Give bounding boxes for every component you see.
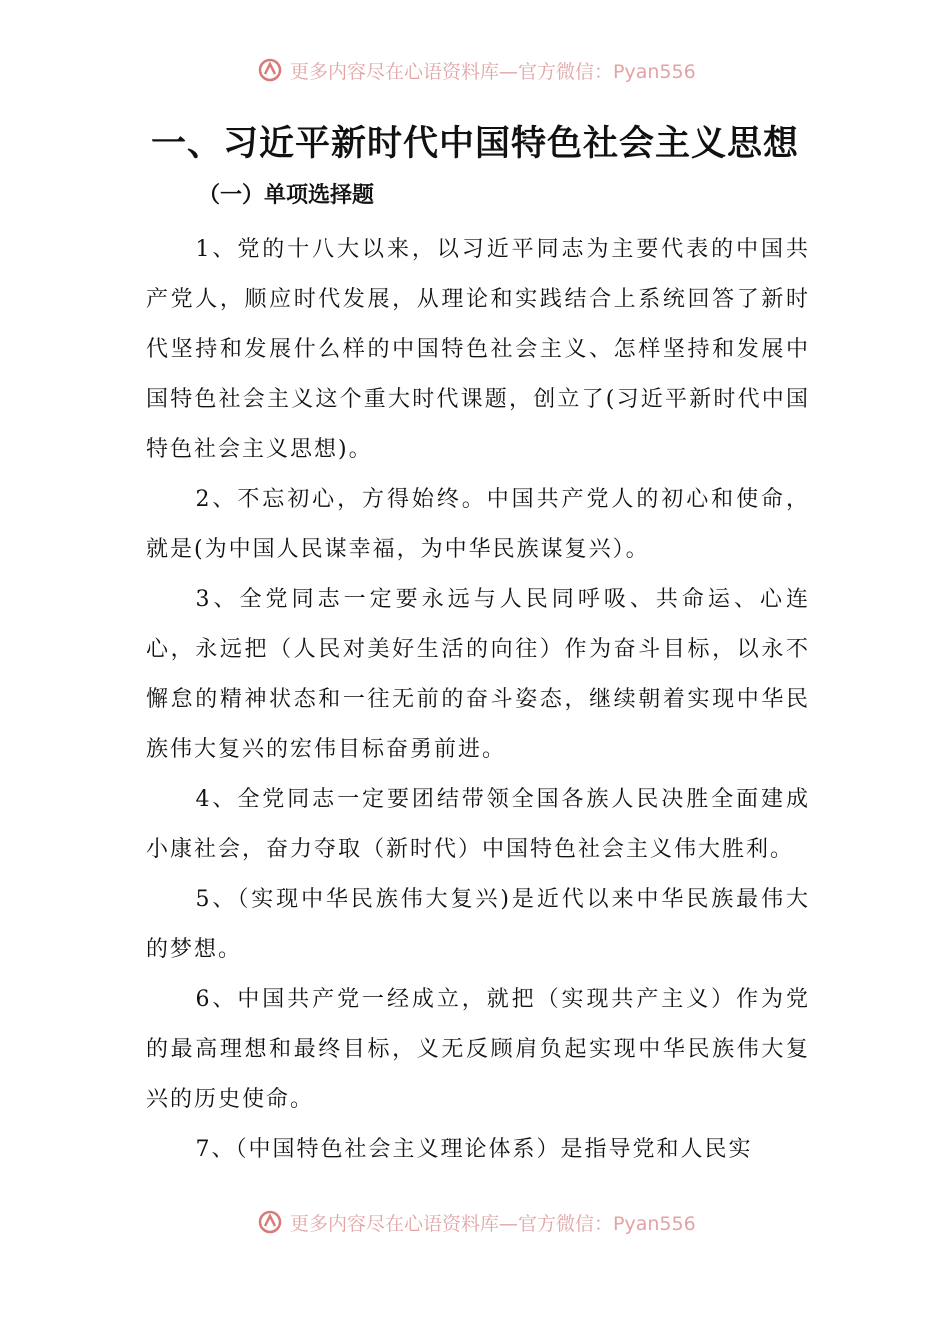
question-item: 1、党的十八大以来，以习近平同志为主要代表的中国共产党人，顺应时代发展，从理论和实践结合上系统回答了新时代坚持和发展什么样的中国特色社会主义、怎样坚持和发展中国特色社会主义这个重大时代课题，创立了(习近平新时代中国特色社会主义思想)。 [146,237,810,462]
section-title: （一）单项选择题 [198,183,375,208]
watermark-header [258,57,696,83]
page-title: 一、习近平新时代中国特色社会主义思想 [150,124,799,164]
question-item: 2、不忘初心，方得始终。中国共产党人的初心和使命，就是(为中国人民谋幸福，为中华民族谋复兴）。 [146,487,810,562]
question-item: 3、全党同志一定要永远与人民同呼吸、共命运、心连心，永远把（人民对美好生活的向往）作为奋斗目标，以永不懈怠的精神状态和一往无前的奋斗姿态，继续朝着实现中华民族伟大复兴的宏伟目标奋勇前进。 [146,587,810,762]
watermark-text: 更多内容尽在心语资料库—官方微信：Pyan556 [290,1212,696,1235]
question-item: 5、（实现中华民族伟大复兴)是近代以来中华民族最伟大的梦想。 [146,887,810,962]
watermark-text: 更多内容尽在心语资料库—官方微信：Pyan556 [290,60,696,83]
watermark-footer [258,1209,696,1235]
question-item: 4、全党同志一定要团结带领全国各族人民决胜全面建成小康社会，奋力夺取（新时代）中国特色社会主义伟大胜利。 [146,787,810,862]
question-list [146,225,810,1175]
question-item: 7、（中国特色社会主义理论体系）是指导党和人民实 [195,1137,753,1162]
brand-logo-icon [258,58,282,82]
question-item: 6、中国共产党一经成立，就把（实现共产主义）作为党的最高理想和最终目标，义无反顾肩负起实现中华民族伟大复兴的历史使命。 [146,987,810,1112]
brand-logo-icon [258,1210,282,1234]
